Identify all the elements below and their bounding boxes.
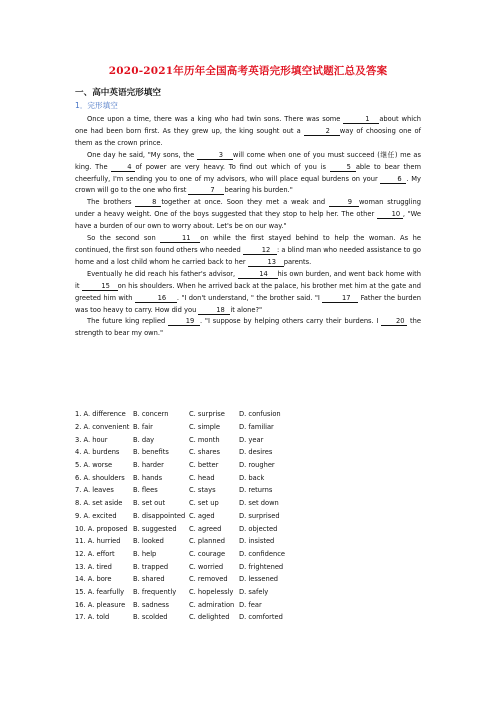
option-row — [75, 560, 421, 573]
blank-13: 13 — [248, 258, 284, 267]
cloze-passage — [75, 114, 421, 340]
question-label: 1．完形填空 — [75, 101, 118, 110]
option-choice: 3. A. hour — [75, 435, 108, 444]
option-row — [75, 586, 421, 599]
option-choice: D. safely — [239, 587, 269, 596]
passage-paragraph — [75, 269, 421, 317]
option-choice: C. admiration — [189, 600, 235, 609]
option-choice: 11. A. hurried — [75, 537, 121, 546]
passage-text: it alone?" — [230, 305, 263, 314]
option-choice: B. help — [133, 549, 157, 558]
option-choice: D. rougher — [239, 461, 275, 470]
option-choice: D. desires — [239, 448, 273, 457]
option-choice: C. surprise — [189, 410, 225, 419]
option-choice: D. lessened — [239, 575, 279, 584]
option-choice: C. hopelessly — [189, 587, 234, 596]
passage-text: about which one had been born first. As they grew up, the king sought out a — [75, 115, 421, 135]
blank-10: 10 — [377, 210, 403, 219]
blank-9: 9 — [329, 198, 359, 207]
option-row — [75, 522, 421, 535]
option-choice: 13. A. tired — [75, 562, 112, 571]
option-row — [75, 459, 421, 472]
passage-text: Eventually he did reach his father's advisor, — [87, 269, 238, 278]
passage-text: The brothers — [87, 198, 136, 207]
passage-text: : a blind man who needed assistance to go home and a lost child whom he carried back to her — [75, 245, 422, 266]
option-choice: C. agreed — [189, 524, 222, 533]
option-choice: D. familiar — [239, 423, 274, 432]
option-row — [75, 611, 421, 624]
option-choice: D. returns — [239, 486, 273, 495]
blank-6: 6 — [380, 175, 406, 184]
document-title: 2020-2021年历年全国高考英语完形填空试题汇总及答案 — [108, 65, 388, 77]
section-heading: 一、高中英语完形填空 — [75, 88, 161, 98]
options-list — [75, 408, 421, 624]
blank-8: 8 — [135, 198, 161, 207]
option-choice: C. set up — [189, 499, 219, 508]
option-choice: B. trapped — [133, 562, 169, 571]
blank-20: 20 — [381, 317, 407, 326]
option-row — [75, 471, 421, 484]
option-choice: D. objected — [239, 524, 278, 533]
passage-text: . "I don't understand, " the brother said. "I — [176, 293, 323, 302]
blank-17: 17 — [322, 294, 358, 303]
option-choice: B. frequently — [133, 587, 177, 596]
option-row — [75, 497, 421, 510]
option-choice: C. shares — [189, 448, 220, 457]
option-choice: 5. A. worse — [75, 461, 113, 470]
option-row — [75, 548, 421, 561]
option-choice: C. courage — [189, 549, 226, 558]
option-choice: D. year — [239, 435, 264, 444]
option-choice: B. set out — [133, 499, 166, 508]
option-choice: C. worried — [189, 562, 224, 571]
option-choice: 6. A. shoulders — [75, 473, 125, 482]
option-choice: D. insisted — [239, 537, 275, 546]
option-choice: C. simple — [189, 423, 220, 432]
option-choice: B. shared — [133, 575, 165, 584]
option-choice: C. stays — [189, 486, 216, 495]
blank-3: 3 — [197, 151, 233, 160]
option-choice: D. confusion — [239, 410, 281, 419]
option-row — [75, 446, 421, 459]
blank-18: 18 — [198, 306, 230, 315]
passage-text: of power are very heavy. To find out which of you is — [135, 162, 330, 171]
passage-text: bearing his burden." — [224, 186, 293, 195]
option-choice: C. delighted — [189, 613, 230, 622]
option-row — [75, 484, 421, 497]
blank-2: 2 — [304, 127, 340, 136]
option-choice: D. set down — [239, 499, 279, 508]
passage-text: , "We have a burden of our own to worry about. Let's be on our way." — [75, 210, 421, 231]
passage-text: able to bear them cheerfully, I'm sending you to one of my advisors, who will place equal burdens on your — [75, 162, 422, 183]
blank-1: 1 — [343, 115, 379, 124]
option-choice: C. better — [189, 461, 219, 470]
blank-14: 14 — [238, 270, 278, 279]
option-choice: C. head — [189, 473, 215, 482]
option-row — [75, 598, 421, 611]
option-choice: 4. A. burdens — [75, 448, 120, 457]
passage-text: on while the first stayed behind to help the woman. As he continued, the first son found others who needed — [75, 234, 421, 254]
option-choice: D. surprised — [239, 511, 280, 520]
passage-text: Father the burden was too heavy to carry. How did you — [75, 293, 422, 314]
option-choice: C. removed — [189, 575, 228, 584]
passage-text: . "I suppose by helping others carry their burdens. I — [200, 317, 382, 326]
blank-16: 16 — [135, 294, 177, 303]
passage-text: The future king replied — [87, 317, 168, 326]
blank-15: 15 — [82, 282, 118, 291]
passage-text: Once upon a time, there was a king who had twin sons. There was some — [87, 115, 344, 123]
passage-text: . My crown will go to the one who first — [75, 174, 421, 195]
option-choice: C. month — [189, 435, 220, 444]
option-choice: C. planned — [189, 537, 225, 546]
option-choice: 1. A. difference — [75, 410, 126, 419]
option-choice: 9. A. excited — [75, 511, 117, 520]
option-choice: 12. A. effort — [75, 549, 115, 558]
passage-text: woman struggling under a heavy weight. One of the boys suggested that they stop to help her. The other — [75, 198, 421, 219]
blank-4: 4 — [111, 163, 135, 172]
option-row — [75, 573, 421, 586]
option-choice: B. looked — [133, 537, 164, 546]
option-choice: B. fair — [133, 423, 153, 432]
option-choice: 8. A. set aside — [75, 499, 123, 508]
option-choice: C. aged — [189, 511, 215, 520]
passage-text: will come when one of you must succeed (继任) me as king. The — [75, 150, 421, 171]
option-row — [75, 408, 421, 421]
passage-text: the strength to bear my own." — [75, 317, 421, 338]
option-choice: B. scolded — [133, 613, 168, 622]
option-choice: 17. A. told — [75, 613, 110, 622]
passage-paragraph — [75, 316, 421, 340]
option-row — [75, 433, 421, 446]
option-row — [75, 535, 421, 548]
passage-text: his own burden, and went back home with it — [75, 269, 421, 290]
passage-text: One day he said, "My sons, the — [87, 150, 197, 159]
option-choice: 10. A. proposed — [75, 524, 128, 533]
passage-paragraph — [75, 197, 421, 233]
option-choice: B. day — [133, 435, 155, 444]
option-choice: B. harder — [133, 461, 164, 470]
blank-12: 12 — [243, 246, 277, 255]
option-choice: 2. A. convenient — [75, 423, 130, 432]
option-choice: D. comforted — [239, 613, 283, 622]
passage-paragraph — [75, 150, 421, 198]
option-choice: D. back — [239, 473, 265, 482]
option-choice: 16. A. pleasure — [75, 600, 126, 609]
option-choice: 7. A. leaves — [75, 486, 114, 495]
option-choice: D. frightened — [239, 562, 284, 571]
passage-text: parents. — [283, 257, 312, 266]
option-row — [75, 510, 421, 523]
passage-paragraph — [75, 114, 421, 150]
option-choice: B. disappointed — [133, 511, 186, 520]
option-choice: B. hands — [133, 473, 163, 482]
blank-19: 19 — [168, 317, 200, 326]
option-choice: B. concern — [133, 410, 169, 419]
option-choice: B. benefits — [133, 448, 169, 457]
option-choice: 14. A. bore — [75, 575, 112, 584]
passage-text: on his shoulders. When he arrived back at the palace, his brother met him at the gate and greeted him with — [75, 281, 422, 302]
option-choice: D. confidence — [239, 549, 286, 558]
option-choice: B. suggested — [133, 524, 177, 533]
passage-paragraph — [75, 233, 421, 269]
option-choice: B. sadness — [133, 600, 169, 609]
blank-5: 5 — [330, 163, 356, 172]
passage-text: together at once. Soon they met a weak and — [161, 198, 329, 207]
blank-11: 11 — [160, 234, 200, 243]
option-row — [75, 421, 421, 434]
passage-text: way of choosing one of them as the crown prince. — [75, 126, 421, 147]
option-choice: 15. A. fearfully — [75, 587, 125, 596]
option-choice: B. flees — [133, 486, 158, 495]
option-choice: D. fear — [239, 600, 262, 609]
blank-7: 7 — [188, 186, 224, 195]
passage-text: So the second son — [87, 234, 161, 243]
